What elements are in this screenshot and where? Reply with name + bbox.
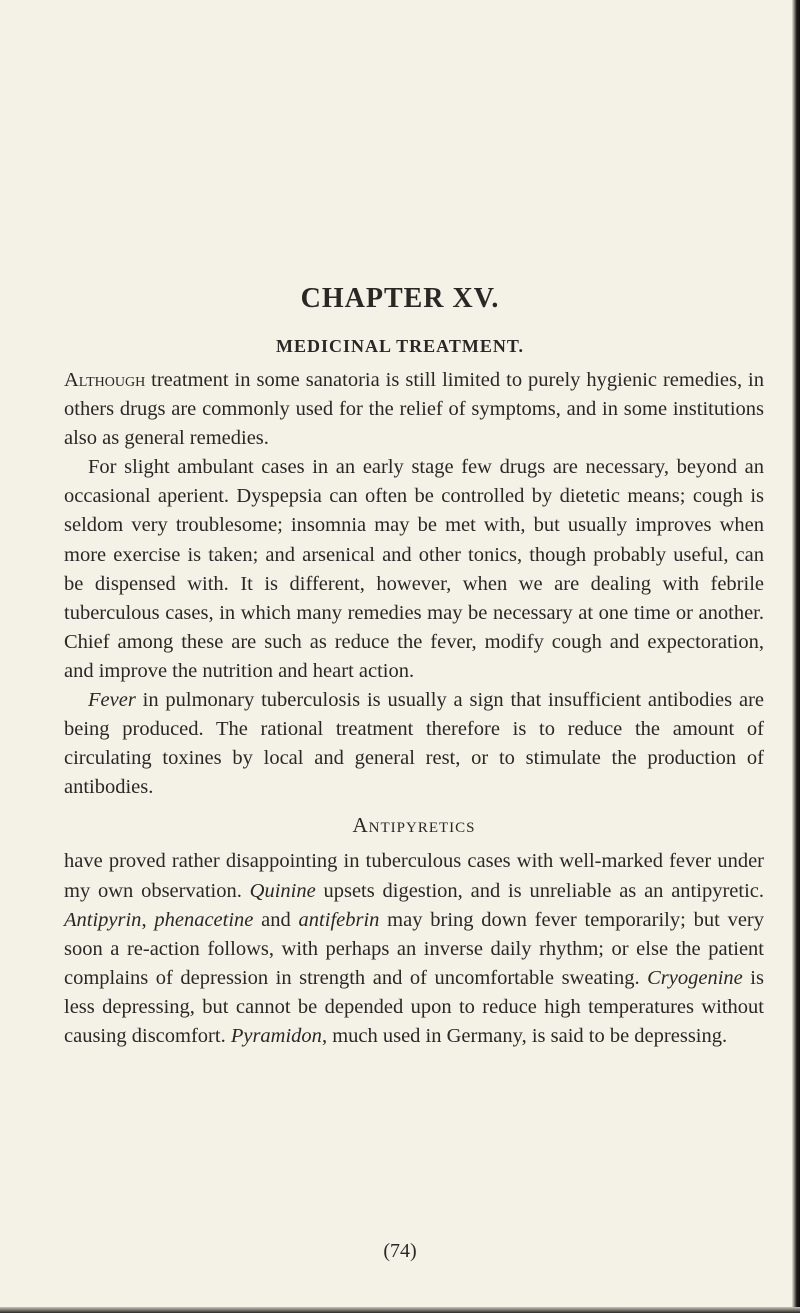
text-run: may bring down fever temporarily; but very soon a re-action follows, with perhaps an inverse daily rhythm; or else the patient complains of depression in strength and of uncomfortable sweating.	[64, 908, 764, 989]
body-text	[64, 366, 764, 1051]
drug-antifebrin: antifebrin	[298, 908, 380, 931]
drug-quinine: Quinine	[249, 879, 316, 902]
bottom-edge	[0, 1307, 800, 1313]
paragraph-intro	[64, 366, 764, 453]
paragraph-antipyretics	[64, 847, 764, 1051]
chapter-title: CHAPTER XV.	[300, 283, 500, 314]
drug-antipyrin: Antipyrin	[64, 908, 142, 931]
text-run: and	[253, 908, 299, 931]
chapter-subtitle: MEDICINAL TREATMENT.	[275, 336, 525, 356]
page-number: (74)	[383, 1240, 417, 1262]
drug-pyramidon: Pyramidon	[230, 1024, 322, 1047]
text-run: is less depressing, but cannot be depended upon to reduce high temperatures without causing discomfort.	[64, 966, 764, 1047]
paragraph-fever	[64, 686, 764, 802]
paragraph-intro-text: treatment in some sanatoria is still limited to purely hygienic remedies, in others drugs are commonly used for the relief of symptoms, and in some institutions also as general remedies.	[64, 369, 764, 450]
paragraph-ambulant: For slight ambulant cases in an early stage few drugs are necessary, beyond an occasional aperient. Dyspepsia can often be controlled by dietetic means; cough is seldom very troublesome; insomnia may be met with, but usually improves when more exercise is taken; and arsenical and other tonics, though probably useful, can be dispensed with. It is different, however, when we are dealing with febrile tuberculous cases, in which many remedies may be necessary at one time or another. Chief among these are such as reduce the fever, modify cough and expectoration, and improve the nutrition and heart action.	[64, 456, 764, 682]
paragraph-fever-text: in pulmonary tuberculosis is usually a sign that insufficient antibodies are being produced. The rational treatment therefore is to reduce the amount of circulating toxines by local and general rest, or to stimulate the production of antibodies.	[64, 689, 764, 799]
term-fever: Fever	[88, 689, 136, 712]
text-run: , much used in Germany, is said to be depressing.	[321, 1024, 728, 1047]
drug-cryogenine: Cryogenine	[647, 966, 743, 989]
text-run: have proved rather disappointing in tuberculous cases with well-marked fever under my own observation.	[64, 850, 764, 902]
drop-lead-word: Although	[64, 369, 146, 391]
section-heading-antipyretics: Antipyretics	[352, 813, 476, 838]
text-run: upsets digestion, and is unreliable as an antipyretic.	[315, 879, 764, 902]
text-run: ,	[141, 908, 155, 931]
drug-phenacetine: phenacetine	[154, 908, 254, 931]
page-edge	[792, 0, 800, 1313]
